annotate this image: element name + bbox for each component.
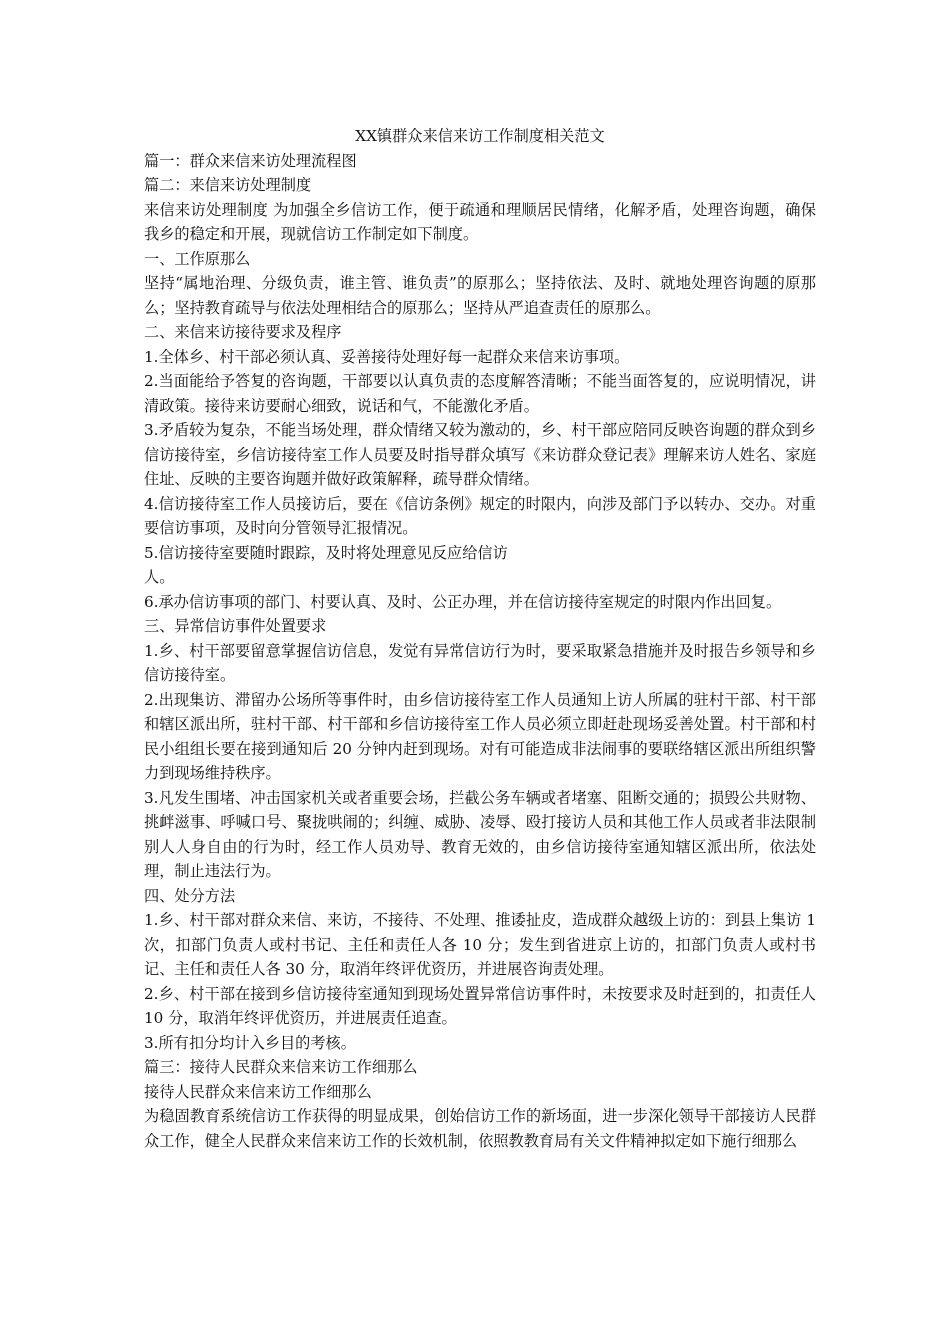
- paragraph: 2.出现集访、滞留办公场所等事件时，由乡信访接待室工作人员通知上访人所属的驻村干部、村干部和辖区派出所，驻村干部、村干部和乡信访接待室工作人员必须立即赶赴现场妥善处置。村干部和村民小组组长要在接到通知后 20 分钟内赶到现场。对有可能造成非法闹事的要联络辖区派出所组织警力到现场维持秩序。: [144, 690, 816, 782]
- paragraph: 3.所有扣分均计入乡目的考核。: [144, 1033, 356, 1052]
- paragraph: 一、工作原那么: [144, 249, 251, 268]
- paragraph: 坚持“属地治理、分级负责，谁主管、谁负责”的原那么；坚持依法、及时、就地处理咨询题的原那么；坚持教育疏导与依法处理相结合的原那么；坚持从严追查责任的原那么。: [144, 274, 816, 317]
- paragraph: 2.当面能给予答复的咨询题，干部要以认真负责的态度解答清晰；不能当面答复的，应说明情况，讲清政策。接待来访要耐心细致，说话和气，不能激化矛盾。: [144, 372, 816, 415]
- paragraph: 1.乡、村干部对群众来信、来访，不接待、不处理、推诿扯皮，造成群众越级上访的：到县上集访 1 次，扣部门负责人或村书记、主任和责任人各 10 分；发生到省进京上访的，扣部门负责人或村书记、主任和责任人各 30 分，取消年终评优资历，并进展咨询责处理。: [144, 911, 816, 978]
- paragraph: 为稳固教育系统信访工作获得的明显成果，创始信访工作的新场面，进一步深化领导干部接访人民群众工作，健全人民群众来信来访工作的长效机制，依照教教育局有关文件精神拟定如下施行细那么: [144, 1107, 816, 1150]
- document-body: [144, 149, 816, 1154]
- paragraph: 接待人民群众来信来访工作细那么: [144, 1082, 372, 1101]
- paragraph: 二、来信来访接待要求及程序: [144, 323, 342, 341]
- paragraph: 3.凡发生围堵、冲击国家机关或者重要会场，拦截公务车辆或者堵塞、阻断交通的；损毁公共财物、挑衅滋事、呼喊口号、聚拢哄闹的；纠缠、威胁、凌辱、殴打接访人员和其他工作人员或者非法限制别人人身自由的行为时，经工作人员劝导、教育无效的，由乡信访接待室通知辖区派出所，依法处理，制止违法行为。: [144, 788, 816, 880]
- paragraph: 人。: [144, 568, 175, 586]
- paragraph: 3.矛盾较为复杂，不能当场处理，群众情绪又较为激动的，乡、村干部应陪同反映咨询题的群众到乡信访接待室，乡信访接待室工作人员要及时指导群众填写《来访群众登记表》理解来访人姓名、家庭住址、反映的主要咨询题并做好政策解释，疏导群众情绪。: [144, 421, 816, 488]
- paragraph: 2.乡、村干部在接到乡信访接待室通知到现场处置异常信访事件时，未按要求及时赶到的，扣责任人 10 分，取消年终评优资历，并进展责任追查。: [144, 984, 816, 1027]
- paragraph: 篇三：接待人民群众来信来访工作细那么: [144, 1058, 418, 1076]
- paragraph: 来信来访处理制度 为加强全乡信访工作，便于疏通和理顺居民情绪，化解矛盾，处理咨询题，确保我乡的稳定和开展，现就信访工作制定如下制度。: [144, 200, 816, 243]
- paragraph: 6.承办信访事项的部门、村要认真、及时、公正办理，并在信访接待室规定的时限内作出回复。: [144, 592, 782, 611]
- paragraph: 三、异常信访事件处置要求: [144, 617, 327, 635]
- document-page: [144, 124, 816, 1153]
- paragraph: 1.全体乡、村干部必须认真、妥善接待处理好每一起群众来信来访事项。: [144, 347, 630, 366]
- paragraph: 5.信访接待室要随时跟踪，及时将处理意见反应给信访: [144, 543, 508, 562]
- paragraph: 篇一：群众来信来访处理流程图: [144, 151, 357, 170]
- paragraph: 4.信访接待室工作人员接访后，要在《信访条例》规定的时限内，向涉及部门予以转办、交办。对重要信访事项，及时向分管领导汇报情况。: [144, 494, 816, 537]
- paragraph: 1.乡、村干部要留意掌握信访信息，发觉有异常信访行为时，要采取紧急措施并及时报告乡领导和乡信访接待室。: [144, 641, 816, 684]
- paragraph: 四、处分方法: [144, 886, 236, 905]
- paragraph: 篇二：来信来访处理制度: [144, 176, 312, 194]
- document-title: XX镇群众来信来访工作制度相关范文: [355, 127, 605, 145]
